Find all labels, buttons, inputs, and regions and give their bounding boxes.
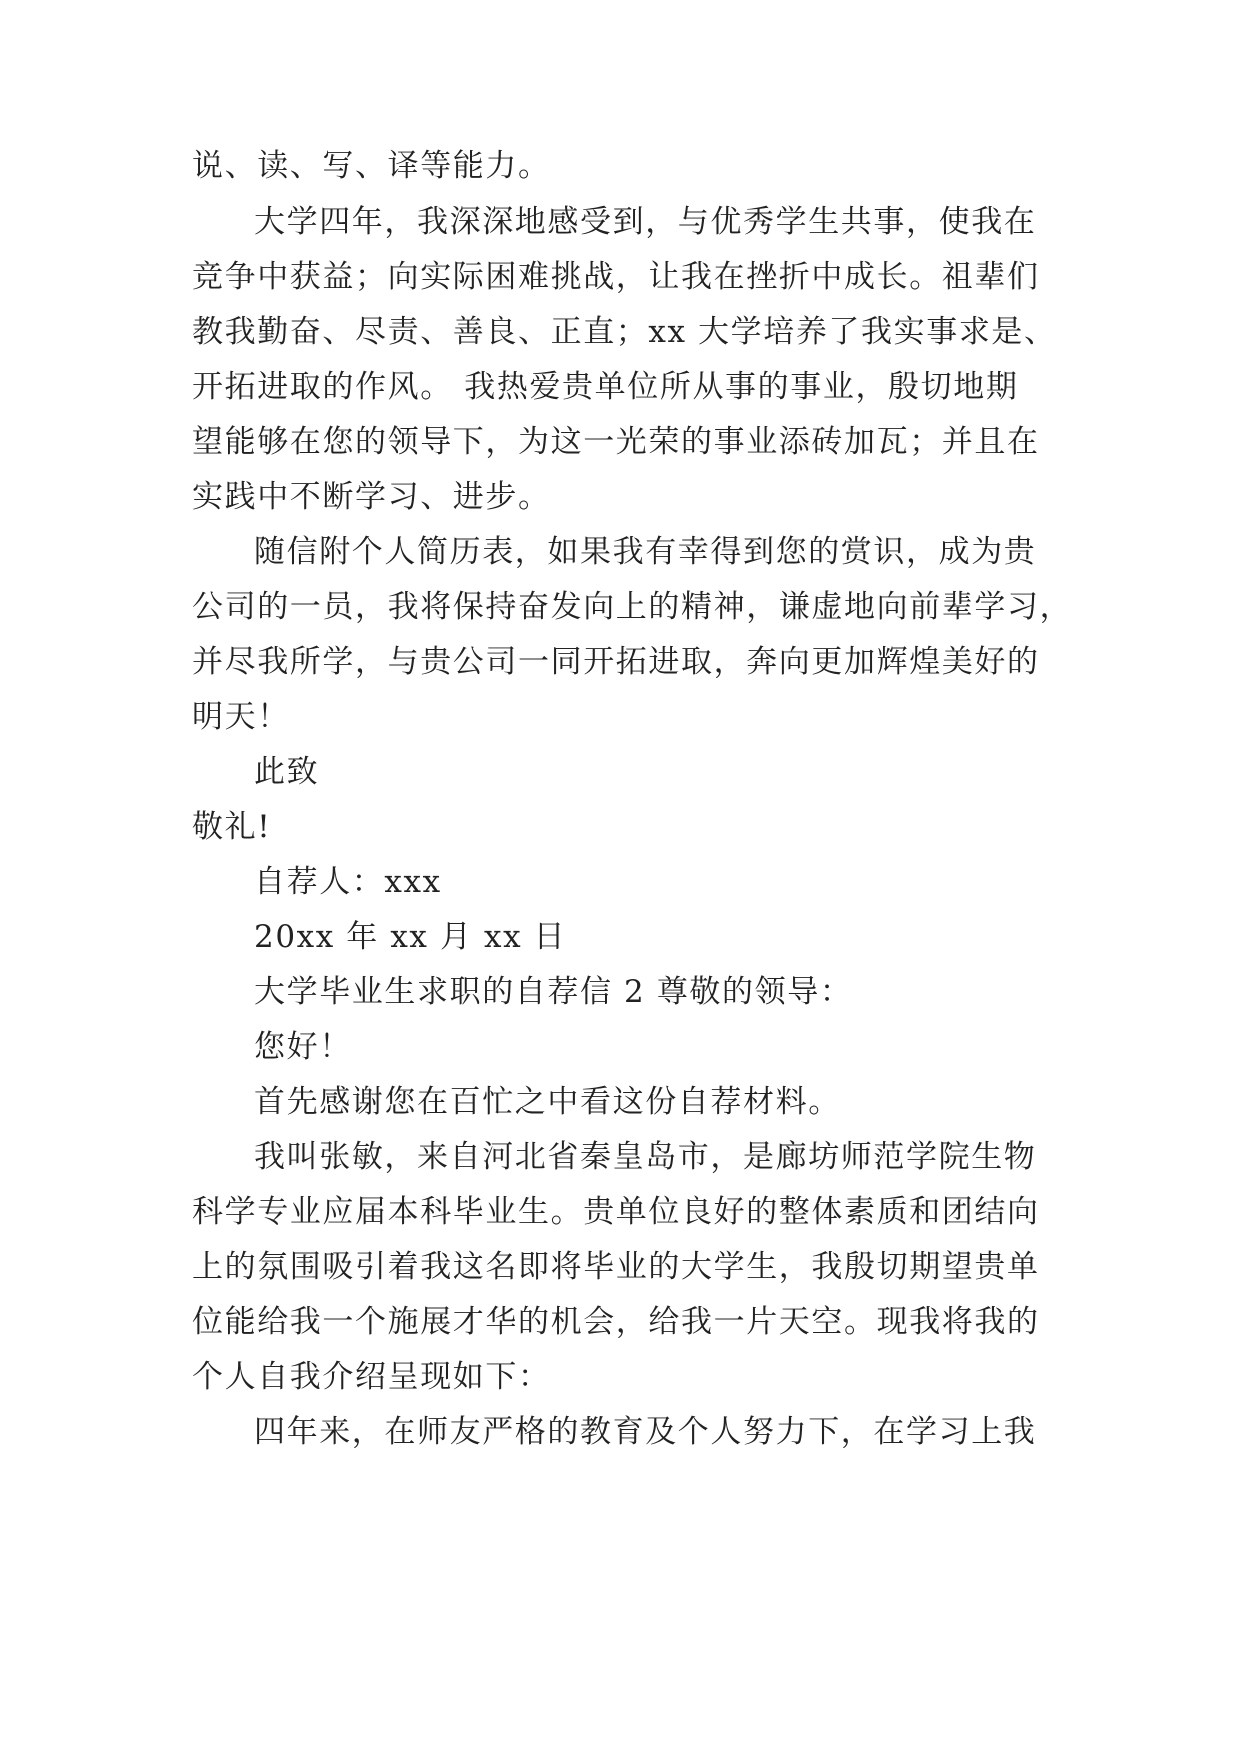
closing-line: 敬礼!: [192, 809, 272, 845]
text-line: 教我勤奋、尽责、善良、正直；xx 大学培养了我实事求是、: [192, 314, 1057, 350]
text-line: 实践中不断学习、进步。: [192, 479, 551, 515]
text-line: 科学专业应届本科毕业生。贵单位良好的整体素质和团结向: [192, 1194, 1040, 1230]
text-line: 竞争中获益；向实际困难挑战，让我在挫折中成长。祖辈们: [192, 259, 1040, 295]
text-line: 上的氛围吸引着我这名即将毕业的大学生，我殷切期望贵单: [192, 1249, 1040, 1285]
salutation-line: 此致: [254, 754, 320, 790]
paragraph-line: 随信附个人简历表，如果我有幸得到您的赏识，成为贵: [254, 534, 1037, 570]
text-line: 说、读、写、译等能力。: [192, 148, 551, 184]
greeting-line: 您好！: [254, 1029, 352, 1065]
text-line: 位能给我一个施展才华的机会，给我一片天空。现我将我的: [192, 1304, 1040, 1340]
paragraph-line: 我叫张敏，来自河北省秦皇岛市，是廊坊师范学院生物: [254, 1139, 1037, 1175]
paragraph-line: 四年来，在师友严格的教育及个人努力下，在学习上我: [254, 1414, 1037, 1450]
heading-line: 大学毕业生求职的自荐信 2 尊敬的领导：: [254, 974, 853, 1010]
text-line: 望能够在您的领导下，为这一光荣的事业添砖加瓦；并且在: [192, 424, 1040, 460]
signature-line: 自荐人：xxx: [254, 864, 442, 900]
date-line: 20xx 年 xx 月 xx 日: [254, 919, 567, 955]
paragraph-line: 首先感谢您在百忙之中看这份自荐材料。: [254, 1084, 841, 1120]
text-line: 公司的一员，我将保持奋发向上的精神，谦虚地向前辈学习，: [192, 589, 1073, 625]
text-line: 开拓进取的作风。 我热爱贵单位所从事的事业，殷切地期: [192, 369, 1019, 405]
paragraph-line: 大学四年，我深深地感受到，与优秀学生共事，使我在: [254, 204, 1037, 240]
text-line: 个人自我介绍呈现如下：: [192, 1359, 551, 1395]
text-line: 明天！: [192, 699, 290, 735]
text-line: 并尽我所学，与贵公司一同开拓进取，奔向更加辉煌美好的: [192, 644, 1040, 680]
